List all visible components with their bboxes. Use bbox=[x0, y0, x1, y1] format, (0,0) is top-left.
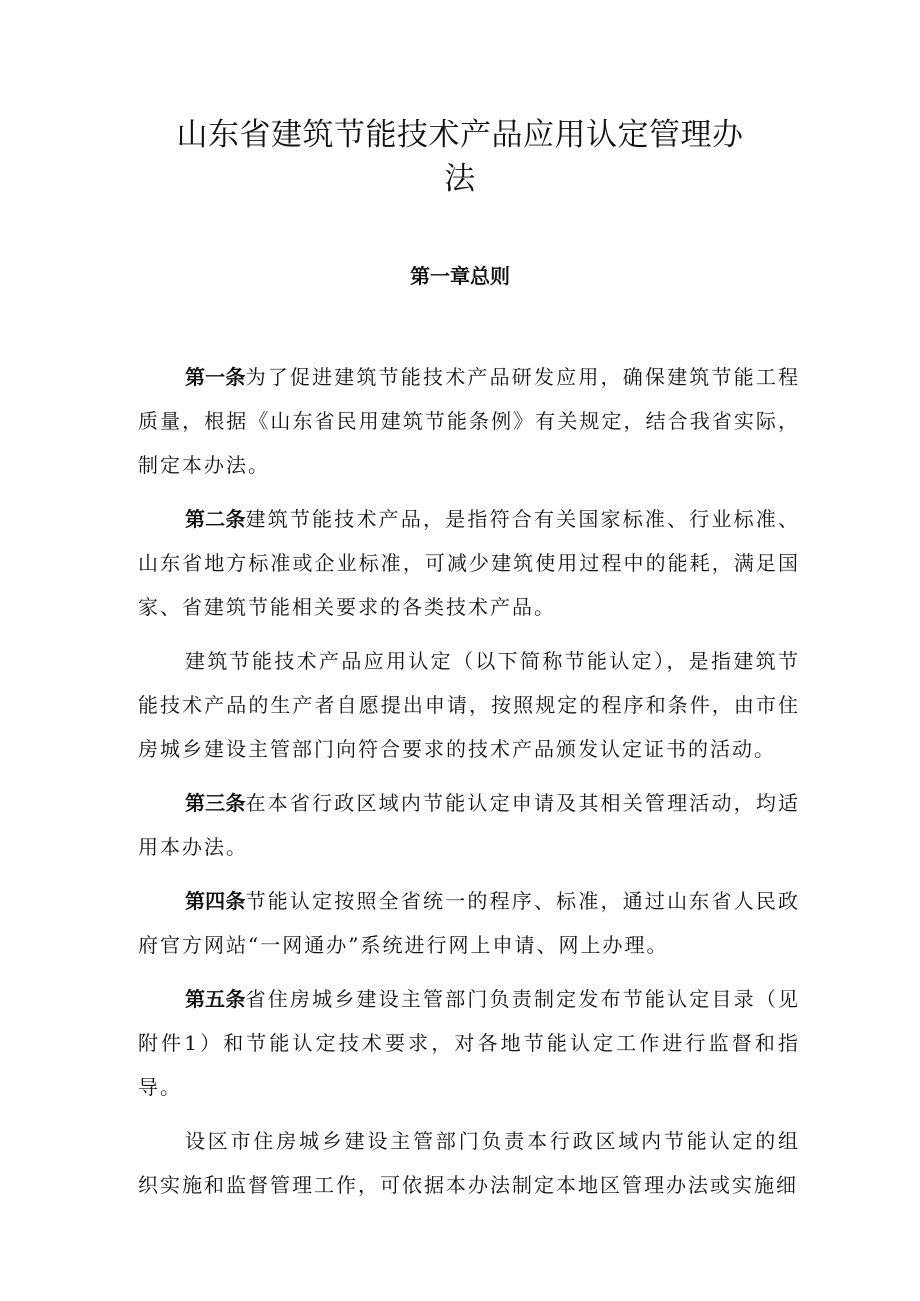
article-3-paragraph bbox=[138, 781, 800, 869]
article-4-paragraph bbox=[138, 879, 800, 967]
document-title bbox=[160, 113, 760, 201]
article-heading: 第二条 bbox=[185, 507, 246, 531]
article-heading: 第四条 bbox=[185, 889, 246, 913]
article-text: 为了促进建筑节能技术产品研发应用，确保建筑节能工程质量，根据《山东省民用建筑节能条例》有关规定，结合我省实际，制定本办法。 bbox=[138, 365, 801, 477]
article-1-paragraph bbox=[138, 355, 800, 487]
article-text: 设区市住房城乡建设主管部门负责本行政区域内节能认定的组织实施和监督管理工作，可依据本办法制定本地区管理办法或实施细 bbox=[138, 1129, 800, 1197]
article-heading: 第五条 bbox=[185, 987, 246, 1011]
article-heading: 第三条 bbox=[185, 791, 246, 815]
article-2-continuation-paragraph bbox=[138, 639, 800, 771]
article-text: 在本省行政区域内节能认定申请及其相关管理活动，均适用本办法。 bbox=[138, 791, 801, 859]
document-body bbox=[138, 355, 800, 1217]
article-text: 省住房城乡建设主管部门负责制定发布节能认定目录（见附件1）和节能认定技术要求，对各地节能认定工作进行监督和指导。 bbox=[138, 987, 801, 1099]
chapter-heading: 第一章总则 bbox=[410, 264, 510, 288]
article-5-paragraph bbox=[138, 977, 800, 1109]
article-5-continuation-paragraph bbox=[138, 1119, 800, 1207]
document-title-line-1: 山东省建筑节能技术产品应用认定管理办 bbox=[176, 117, 744, 153]
article-2-paragraph bbox=[138, 497, 800, 629]
article-heading: 第一条 bbox=[185, 365, 246, 389]
article-text: 建筑节能技术产品，是指符合有关国家标准、行业标准、山东省地方标准或企业标准，可减少建筑使用过程中的能耗，满足国家、省建筑节能相关要求的各类技术产品。 bbox=[138, 507, 801, 619]
document-title-line-2: 法 bbox=[444, 161, 476, 197]
article-text: 建筑节能技术产品应用认定（以下简称节能认定），是指建筑节能技术产品的生产者自愿提出申请，按照规定的程序和条件，由市住房城乡建设主管部门向符合要求的技术产品颁发认定证书的活动。 bbox=[138, 649, 800, 761]
article-text: 节能认定按照全省统一的程序、标准，通过山东省人民政府官方网站“一网通办”系统进行网上申请、网上办理。 bbox=[138, 889, 801, 957]
